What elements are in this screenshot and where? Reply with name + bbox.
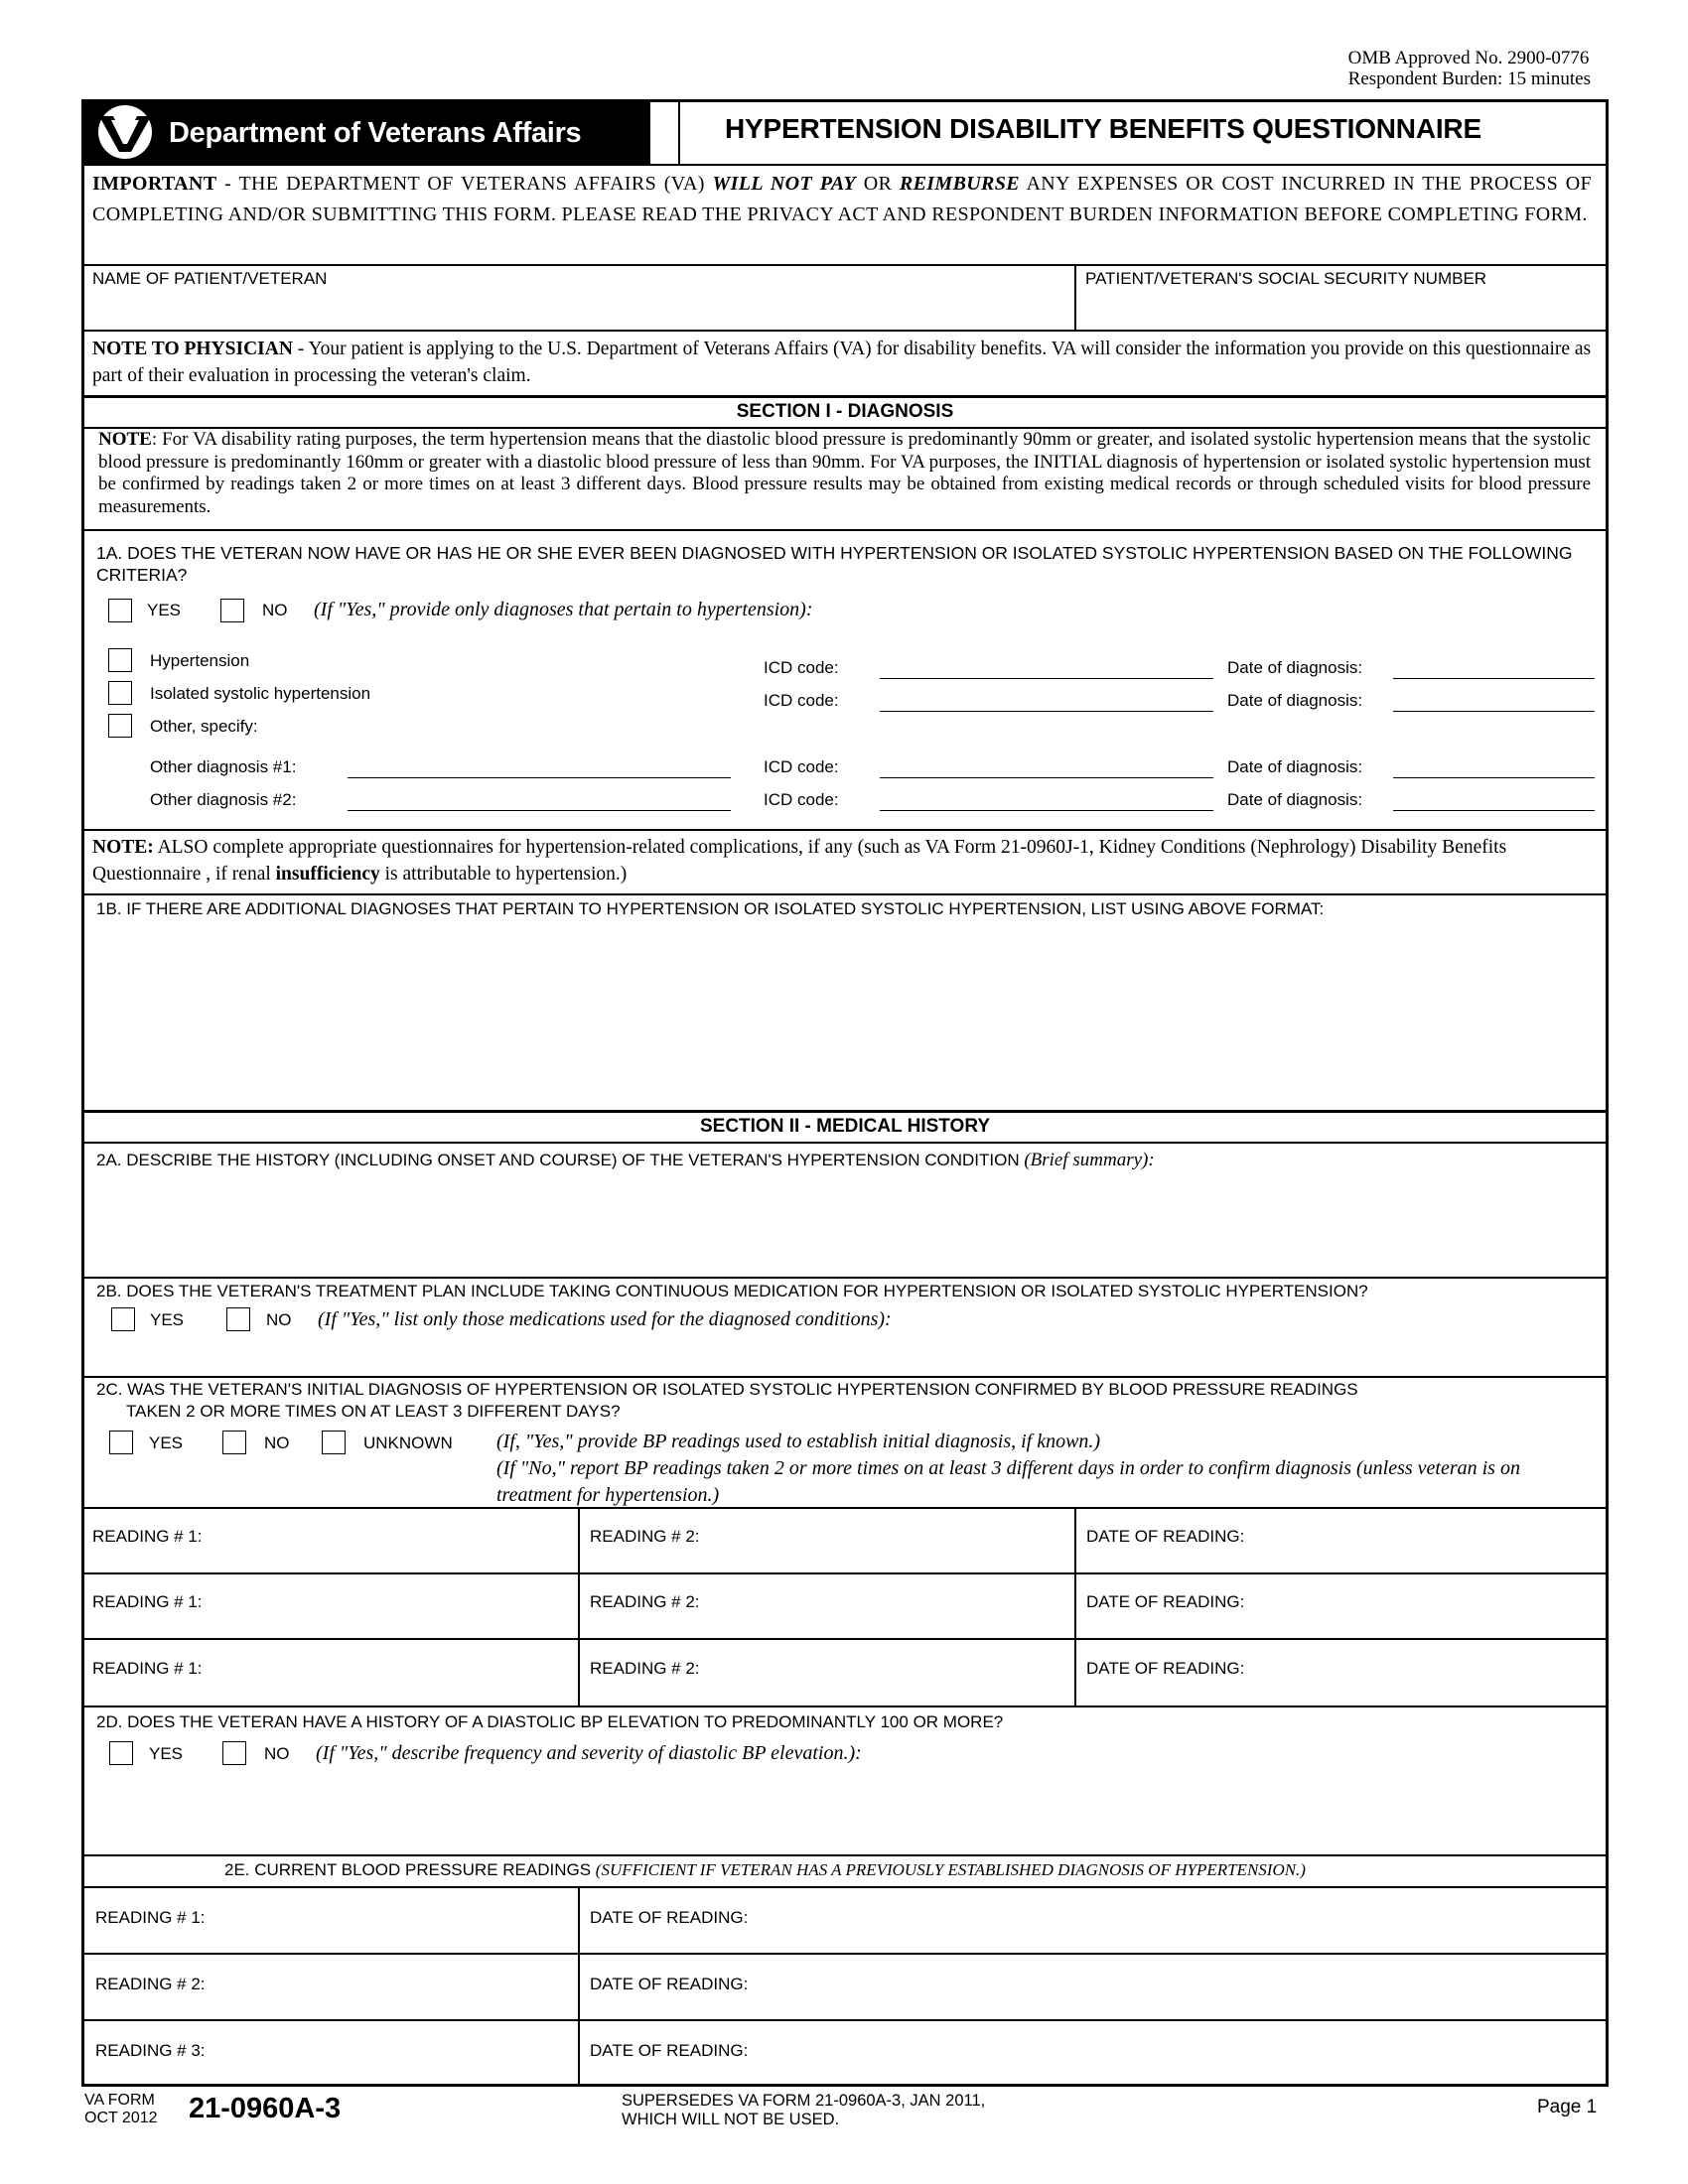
q2a-instruction: (Brief summary): [1024,1150,1155,1170]
important-text: - THE DEPARTMENT OF VETERANS AFFAIRS (VA) [216,173,713,195]
icd-label: ICD code: [764,757,839,776]
icd-label: ICD code: [764,691,839,710]
q2b-instruction: (If "Yes," list only those medications used for the diagnosed conditions): [318,1308,892,1330]
date-dx-field[interactable] [1393,711,1595,712]
reimburse: REIMBURSE [899,173,1020,195]
rule [81,1507,1609,1509]
date-reading-label: DATE OF READING: [1086,1527,1245,1546]
q2e-text: 2E. CURRENT BLOOD PRESSURE READINGS [224,1860,596,1879]
other-dx2-field[interactable] [348,810,731,811]
important-label: IMPORTANT [92,173,217,195]
current-date-reading-label: DATE OF READING: [590,2041,749,2060]
q2d: 2D. DOES THE VETERAN HAVE A HISTORY OF A DIASTOLIC BP ELEVATION TO PREDOMINANTLY 100 OR MORE? [96,1712,1004,1731]
q1a-no-label: NO [262,601,288,619]
rule [81,164,1609,166]
q2a-text: 2A. DESCRIBE THE HISTORY (INCLUDING ONSET AND COURSE) OF THE VETERAN'S HYPERTENSION CONDITION [96,1151,1025,1169]
rule [81,1142,1609,1144]
dx-hypertension-checkbox[interactable] [108,648,132,672]
q1a-no-checkbox[interactable] [220,599,244,622]
current-reading2-label: READING # 2: [95,1975,206,1993]
icd-code-field[interactable] [880,810,1213,811]
q2d-no-label: NO [264,1744,290,1763]
dx-other-label: Other, specify: [150,717,258,736]
supersedes-line1: SUPERSEDES VA FORM 21-0960A-3, JAN 2011, [622,2092,986,2110]
omb-approved: OMB Approved No. 2900-0776 [1347,48,1590,68]
important-or: OR [856,173,900,195]
q2d-no-checkbox[interactable] [222,1741,246,1765]
ssn-label: PATIENT/VETERAN'S SOCIAL SECURITY NUMBER [1085,269,1487,288]
name-label: NAME OF PATIENT/VETERAN [92,269,328,288]
other-dx1-field[interactable] [348,777,731,778]
other-dx2-label: Other diagnosis #2: [150,790,297,809]
q2c-instruction-no: (If "No," report BP readings taken 2 or more times on at least 3 different days in order to confirm diagnosis (unless veteran is on treatment for hypertension.) [496,1457,1520,1506]
current-reading1-label: READING # 1: [95,1908,206,1927]
reading1-label: READING # 1: [92,1592,203,1611]
rule [81,1854,1609,1856]
q2b: 2B. DOES THE VETERAN'S TREATMENT PLAN INCLUDE TAKING CONTINUOUS MEDICATION FOR HYPERTENSION OR ISOLATED SYSTOLIC HYPERTENSION? [96,1282,1368,1300]
footer-va-form: VA FORM [84,2092,155,2109]
icd-code-field[interactable] [880,678,1213,679]
note-to-physician [92,336,1592,389]
footer-form-label [84,2092,158,2127]
q2c-unknown-label: UNKNOWN [363,1433,453,1452]
q2d-instruction: (If "Yes," describe frequency and severity of diastolic BP elevation.): [316,1742,862,1764]
date-dx-field[interactable] [1393,777,1595,778]
complications-note [92,834,1592,887]
date-dx-label: Date of diagnosis: [1227,757,1363,776]
q2c-unknown-checkbox[interactable] [322,1431,346,1454]
header-divider [678,99,680,164]
icd-label: ICD code: [764,790,839,809]
current-date-reading-label: DATE OF READING: [590,1908,749,1927]
note2-text: ALSO complete appropriate questionnaires for hypertension-related complications, if any (such as VA Form 21-0960J-1, Kidney Conditions (Nephrology) Disability Benefits Questionnaire , if renal [92,837,1507,885]
ssn-field[interactable] [1076,266,1607,330]
date-dx-field[interactable] [1393,678,1595,679]
q2b-no-checkbox[interactable] [226,1307,250,1331]
icd-label: ICD code: [764,658,839,677]
q1a-yes-label: YES [147,601,182,619]
q2c-yes-checkbox[interactable] [109,1431,133,1454]
footer-page: Page 1 [1537,2097,1598,2117]
q2c-yes-label: YES [149,1433,184,1452]
note2-bold: insufficiency [275,864,380,885]
rule [81,529,1609,531]
section1-title: SECTION I - DIAGNOSIS [736,401,954,422]
rule [81,395,1609,398]
q2e [224,1860,1306,1880]
note2-text-b: is attributable to hypertension.) [379,864,628,885]
rule-v [1074,1507,1076,1706]
date-dx-field[interactable] [1393,810,1595,811]
important-notice [92,169,1592,230]
q1b: 1B. IF THERE ARE ADDITIONAL DIAGNOSES THAT PERTAIN TO HYPERTENSION OR ISOLATED SYSTOLIC HYPERTENSION, LIST USING ABOVE FORMAT: [96,899,1325,918]
date-dx-label: Date of diagnosis: [1227,790,1363,809]
section2-title: SECTION II - MEDICAL HISTORY [699,1116,991,1137]
q2c-no-checkbox[interactable] [222,1431,246,1454]
footer-form-number: 21-0960A-3 [189,2093,342,2124]
other-dx1-label: Other diagnosis #1: [150,757,297,776]
q2d-yes-checkbox[interactable] [109,1741,133,1765]
reading2-label: READING # 2: [590,1592,700,1611]
rule [81,330,1609,332]
section1-note-text: : For VA disability rating purposes, the term hypertension means that the diastolic blood pressure is predominantly 90mm or greater, and isolated systolic hypertension means that the systolic blood pressure is predominantly 160mm or greater with a diastolic blood pressure of less than 90mm. For VA purposes, the INITIAL diagnosis of hypertension or isolated systolic hypertension must be confirmed by readings taken 2 or more times on at least 3 different days. Blood pressure results may be obtained from existing medical records or through scheduled visits for blood pressure measurements. [98,429,1591,517]
rule [81,1953,1609,1955]
will-not-pay: WILL NOT PAY [712,173,856,195]
reading1-label: READING # 1: [92,1659,203,1678]
supersedes-line2: WHICH WILL NOT BE USED. [622,2111,840,2128]
note2-label: NOTE: [92,837,154,858]
note-physician-label: NOTE TO PHYSICIAN [92,339,293,359]
q2b-textarea[interactable] [83,1336,1607,1374]
icd-code-field[interactable] [880,777,1213,778]
date-reading-label: DATE OF READING: [1086,1659,1245,1678]
respondent-burden: Respondent Burden: 15 minutes [1347,68,1591,89]
q2c-line2: TAKEN 2 OR MORE TIMES ON AT LEAST 3 DIFFERENT DAYS? [126,1402,621,1421]
date-dx-label: Date of diagnosis: [1227,691,1363,710]
important-text-b: ANY EXPENSES OR COST INCURRED IN THE PROCESS OF COMPLETING AND/OR SUBMITTING THIS FORM. PLEASE READ THE PRIVACY ACT AND RESPONDENT BURDEN INFORMATION BEFORE COMPLETING FORM. [92,173,1593,225]
q2e-instruction: (SUFFICIENT IF VETERAN HAS A PREVIOUSLY ESTABLISHED DIAGNOSIS OF HYPERTENSION.) [595,1860,1306,1879]
q2a-textarea[interactable] [83,1175,1607,1275]
rule [81,1572,1609,1574]
icd-code-field[interactable] [880,711,1213,712]
rule-v [578,1886,580,2085]
current-reading3-label: READING # 3: [95,2041,206,2060]
q2d-yes-label: YES [149,1744,184,1763]
dx-isolated-checkbox[interactable] [108,681,132,705]
rule [81,1638,1609,1640]
q1a-yes-checkbox[interactable] [108,599,132,622]
date-dx-label: Date of diagnosis: [1227,658,1363,677]
rule-v [578,1507,580,1706]
agency-name: Department of Veterans Affairs [169,117,582,149]
rule [81,829,1609,831]
q1a-instruction: (If "Yes," provide only diagnoses that pertain to hypertension): [314,599,813,620]
dx-other-checkbox[interactable] [108,714,132,738]
omb-block [1348,48,1591,89]
rule [81,2019,1609,2021]
q2c-no-label: NO [264,1433,290,1452]
name-field[interactable] [83,266,1072,330]
rule [81,1376,1609,1378]
q2d-textarea[interactable] [83,1771,1607,1852]
dx-isolated-label: Isolated systolic hypertension [150,684,371,703]
rule [81,1277,1609,1279]
rule [81,1886,1609,1888]
q2a [96,1150,1155,1171]
q2c-line1: 2C. WAS THE VETERAN'S INITIAL DIAGNOSIS OF HYPERTENSION OR ISOLATED SYSTOLIC HYPERTENSION CONFIRMED BY BLOOD PRESSURE READINGS [96,1380,1358,1399]
section1-note-label: NOTE [98,429,152,450]
q1a: 1A. DOES THE VETERAN NOW HAVE OR HAS HE OR SHE EVER BEEN DIAGNOSED WITH HYPERTENSION OR ISOLATED SYSTOLIC HYPERTENSION BASED ON THE FOLLOWING CRITERIA? [96,543,1573,585]
reading2-label: READING # 2: [590,1527,700,1546]
rule [81,893,1609,895]
reading1-label: READING # 1: [92,1527,203,1546]
current-date-reading-label: DATE OF READING: [590,1975,749,1993]
rule [81,1706,1609,1707]
dx-hypertension-label: Hypertension [150,651,250,670]
note-physician-text: - Your patient is applying to the U.S. Department of Veterans Affairs (VA) for disability benefits. VA will consider the information you provide on this questionnaire as part of their evaluation in processing the veteran's claim. [92,339,1592,386]
q2c-instruction [496,1429,1599,1509]
q2b-no-label: NO [266,1310,292,1329]
rule [81,1110,1609,1113]
form-title: HYPERTENSION DISABILITY BENEFITS QUESTIONNAIRE [725,113,1481,144]
reading2-label: READING # 2: [590,1659,700,1678]
q2b-yes-label: YES [150,1310,185,1329]
q2c-instruction-yes: (If, "Yes," provide BP readings used to establish initial diagnosis, if known.) [496,1431,1101,1452]
q1b-textarea[interactable] [83,925,1607,1108]
date-reading-label: DATE OF READING: [1086,1592,1245,1611]
section1-note [98,429,1591,518]
footer-date: OCT 2012 [84,2110,158,2126]
q2b-yes-checkbox[interactable] [111,1307,135,1331]
footer-supersedes [622,2092,985,2129]
